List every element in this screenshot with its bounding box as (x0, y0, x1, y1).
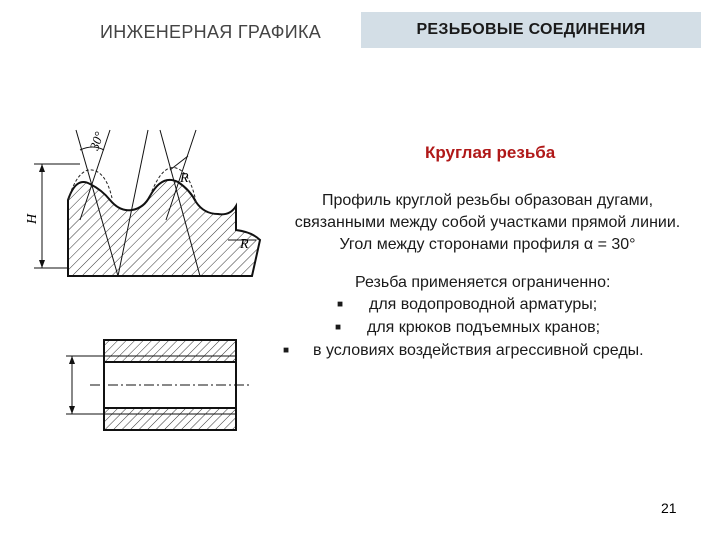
description-paragraph: Профиль круглой резьбы образован дугами, связанными между собой участками прямой линии. Угол между сторонами профиля α = 30° (294, 192, 681, 253)
usage-heading: Резьба применяется ограниченно: (355, 274, 611, 291)
sleeve-section-drawing (60, 330, 260, 440)
radius-label-top: R (180, 171, 189, 186)
usage-item-text: для водопроводной арматуры; (369, 296, 598, 313)
section-title: Круглая резьба (425, 143, 556, 162)
usage-list-item (283, 342, 644, 360)
bullet-icon: ■ (283, 345, 290, 356)
usage-item-text: в условиях воздействия агрессивной среды. (313, 342, 644, 359)
header-left-title: ИНЖЕНЕРНАЯ ГРАФИКА (100, 22, 322, 42)
usage-list-item (337, 296, 597, 314)
height-label: H (25, 213, 40, 224)
bullet-icon: ■ (335, 322, 342, 333)
header-right-title: РЕЗЬБОВЫЕ СОЕДИНЕНИЯ (416, 21, 646, 38)
header-right-band (361, 12, 701, 48)
bullet-icon: ■ (337, 299, 344, 310)
thread-profile-body (68, 180, 260, 276)
radius-label-side: R (240, 237, 249, 252)
usage-list-item (335, 319, 600, 337)
usage-item-text: для крюков подъемных кранов; (367, 319, 601, 336)
angle-label: 30° (86, 129, 107, 153)
page-number: 21 (661, 500, 677, 516)
